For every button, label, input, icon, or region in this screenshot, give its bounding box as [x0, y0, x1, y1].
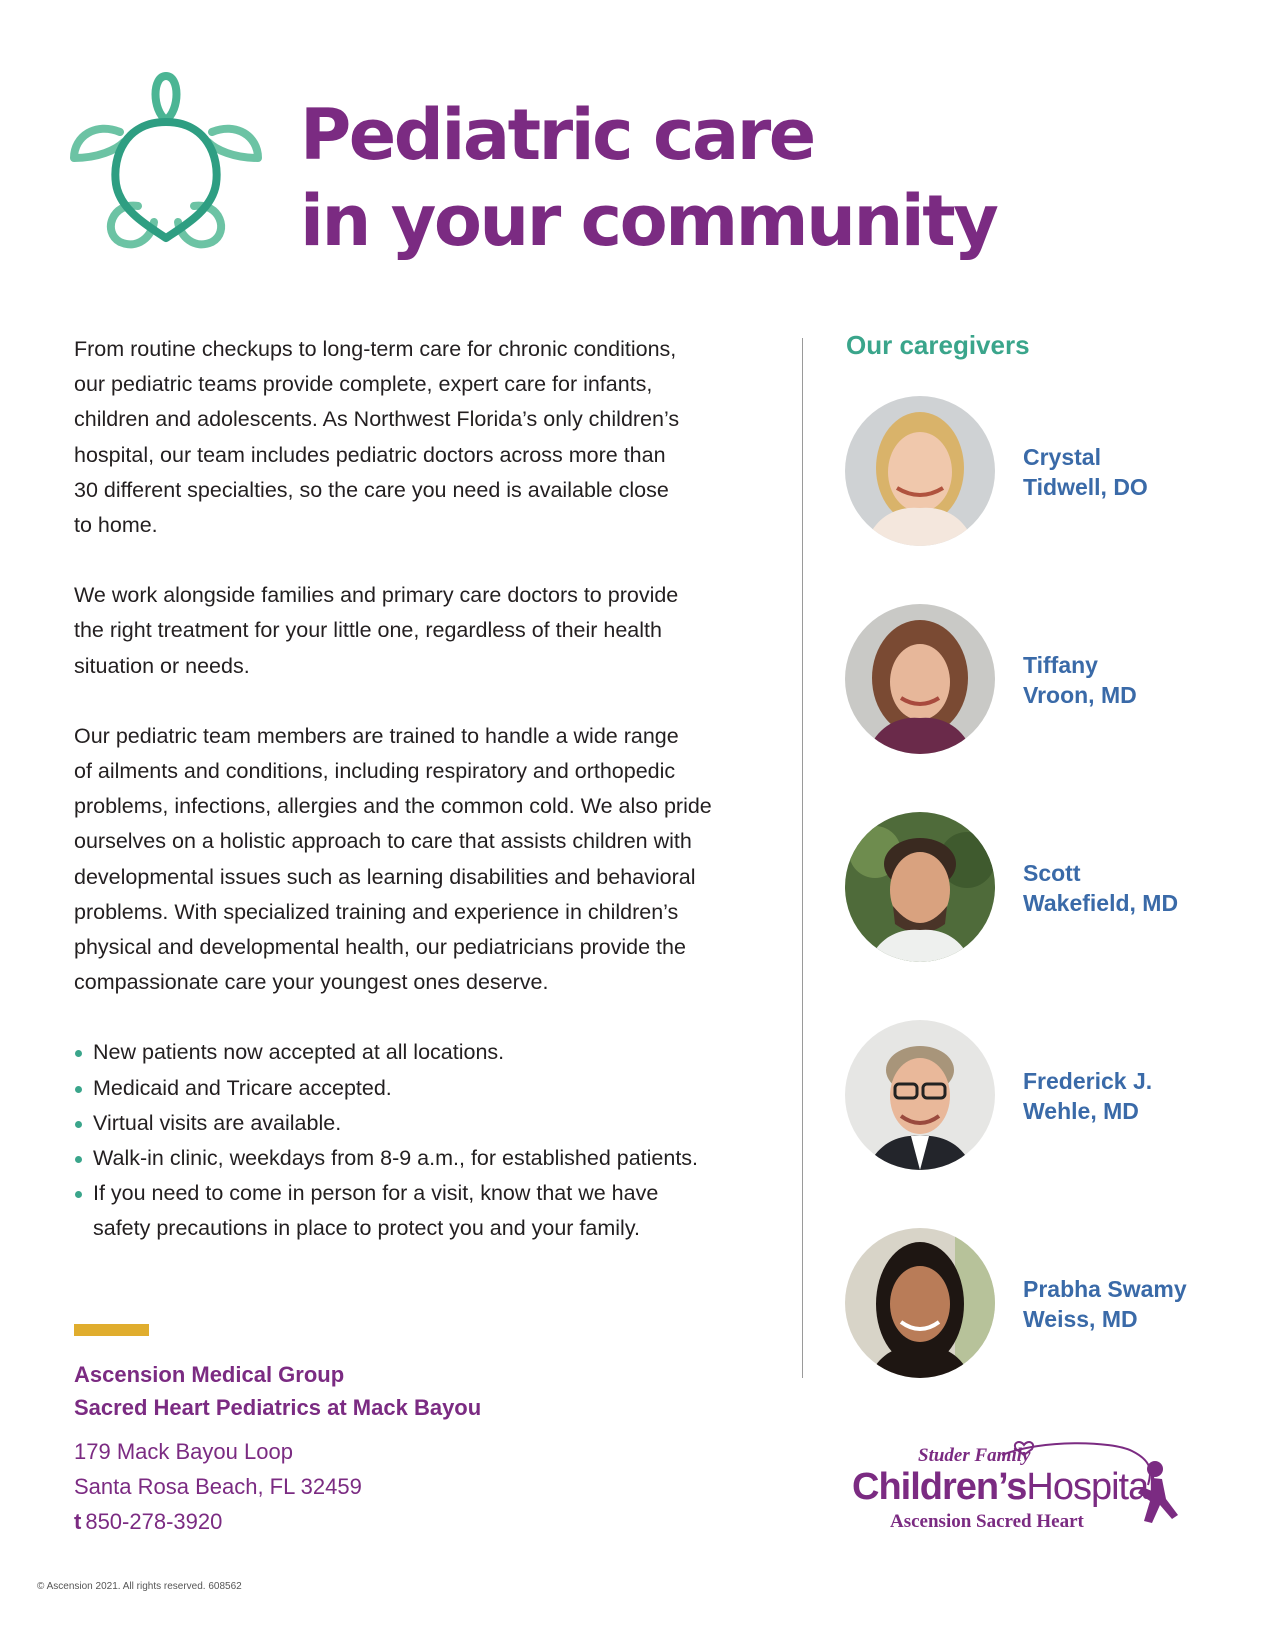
text-line: ourselves on a holistic approach to care that assists children with	[74, 829, 692, 854]
text-line: hospital, our team includes pediatric doctors across more than	[74, 442, 666, 467]
avatar	[845, 1228, 995, 1378]
address-line-2: Santa Rosa Beach, FL 32459	[74, 1474, 362, 1499]
bullet-dot-icon	[75, 1191, 82, 1198]
text-line: 30 different specialties, so the care you need is available close	[74, 477, 669, 502]
caregiver-name	[1023, 858, 1178, 918]
text-line: We work alongside families and primary care doctors to provide	[74, 583, 679, 608]
avatar	[845, 812, 995, 962]
text-line: physical and developmental health, our pediatricians provide the	[74, 935, 686, 960]
caregiver-name-line-1: Frederick J.	[1023, 1068, 1153, 1094]
text-line: children and adolescents. As Northwest Florida’s only children’s	[74, 407, 680, 432]
caregiver-card	[845, 1228, 1265, 1383]
intro-paragraph-1	[74, 332, 774, 543]
hospital-logo-main-bold: Children’s	[852, 1466, 1027, 1508]
hospital-logo-sub: Ascension Sacred Heart	[890, 1511, 1084, 1532]
phone-link[interactable]: 850-278-3920	[85, 1509, 223, 1534]
text-line: our pediatric teams provide complete, expert care for infants,	[74, 372, 653, 397]
intro-paragraph-3	[74, 719, 774, 1001]
avatar	[845, 396, 995, 546]
list-item	[74, 1176, 774, 1246]
list-item-text: If you need to come in person for a visit, know that we have	[93, 1181, 659, 1206]
body-column	[74, 332, 774, 1247]
caregiver-name-line-2: Wehle, MD	[1023, 1098, 1139, 1124]
avatar	[845, 604, 995, 754]
bullet-dot-icon	[75, 1156, 82, 1163]
text-line: Our pediatric team members are trained to handle a wide range	[74, 723, 679, 748]
bullet-dot-icon	[75, 1086, 82, 1093]
list-item	[74, 1106, 774, 1141]
hospital-logo	[852, 1445, 1192, 1545]
list-item-text: safety precautions in place to protect you and your family.	[93, 1216, 640, 1241]
caregiver-name	[1023, 442, 1148, 502]
address-block	[74, 1434, 362, 1539]
phone-line	[74, 1504, 362, 1539]
text-line: the right treatment for your little one, regardless of their health	[74, 618, 662, 643]
caregiver-name-line-1: Tiffany	[1023, 652, 1098, 678]
hospital-logo-top: Studer Family	[918, 1445, 1031, 1466]
caregiver-name-line-1: Prabha Swamy	[1023, 1276, 1187, 1302]
column-divider	[802, 338, 803, 1378]
caregiver-card	[845, 1020, 1265, 1175]
organization-name	[74, 1358, 481, 1424]
caregiver-name-line-1: Crystal	[1023, 444, 1101, 470]
text-line: to home.	[74, 513, 158, 538]
bullet-dot-icon	[75, 1121, 82, 1128]
caregiver-name	[1023, 1274, 1187, 1334]
accent-bar	[74, 1324, 149, 1336]
phone-label: t	[74, 1509, 82, 1534]
caregiver-name	[1023, 650, 1137, 710]
feature-list	[74, 1035, 774, 1246]
hospital-logo-main	[852, 1466, 1156, 1509]
caregiver-name-line-2: Tidwell, DO	[1023, 474, 1148, 500]
text-line: problems, infections, allergies and the common cold. We also pride	[74, 794, 712, 819]
caregivers-heading: Our caregivers	[846, 330, 1030, 360]
list-item-text: Walk-in clinic, weekdays from 8-9 a.m., for established patients.	[93, 1146, 699, 1171]
caregiver-name-line-2: Wakefield, MD	[1023, 890, 1179, 916]
address-line-1: 179 Mack Bayou Loop	[74, 1439, 293, 1464]
list-item-text: Medicaid and Tricare accepted.	[93, 1075, 392, 1100]
text-line: compassionate care your youngest ones deserve.	[74, 970, 549, 995]
caregiver-name-line-2: Weiss, MD	[1023, 1306, 1138, 1332]
caregiver-name-line-1: Scott	[1023, 860, 1081, 886]
text-line: problems. With specialized training and experience in children’s	[74, 899, 679, 924]
page-title	[300, 92, 996, 264]
text-line: situation or needs.	[74, 653, 250, 678]
org-line-2: Sacred Heart Pediatrics at Mack Bayou	[74, 1395, 482, 1420]
bullet-dot-icon	[75, 1050, 82, 1057]
list-item	[74, 1071, 774, 1106]
list-item-text: New patients now accepted at all locations.	[93, 1040, 505, 1065]
copyright-text: © Ascension 2021. All rights reserved. 608562	[37, 1581, 242, 1592]
list-item	[74, 1035, 774, 1070]
caregiver-card	[845, 396, 1265, 551]
caregiver-card	[845, 812, 1265, 967]
caregiver-name	[1023, 1066, 1152, 1126]
turtle-logo-icon	[68, 70, 264, 258]
title-line-2: in your community	[300, 180, 997, 262]
caregiver-card	[845, 604, 1265, 759]
avatar	[845, 1020, 995, 1170]
org-line-1: Ascension Medical Group	[74, 1362, 345, 1387]
hospital-logo-main-regular: Hospital	[1026, 1466, 1156, 1508]
caregiver-name-line-2: Vroon, MD	[1023, 682, 1137, 708]
list-item	[74, 1141, 774, 1176]
text-line: of ailments and conditions, including respiratory and orthopedic	[74, 759, 676, 784]
title-line-1: Pediatric care	[300, 94, 814, 176]
text-line: developmental issues such as learning disabilities and behavioral	[74, 864, 696, 889]
intro-paragraph-2	[74, 578, 774, 684]
list-item-text: Virtual visits are available.	[93, 1110, 342, 1135]
text-line: From routine checkups to long-term care for chronic conditions,	[74, 337, 677, 361]
